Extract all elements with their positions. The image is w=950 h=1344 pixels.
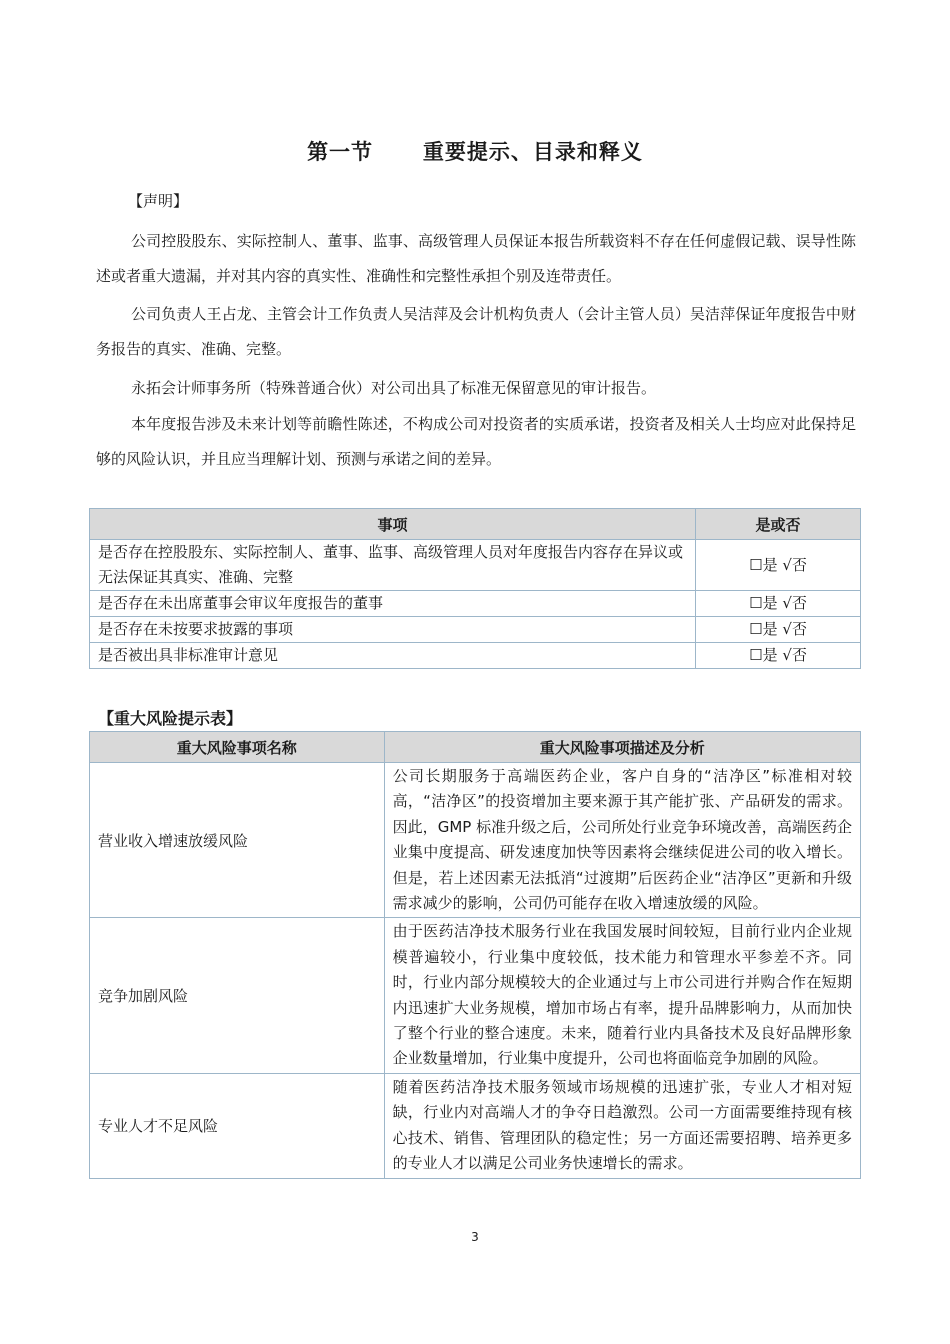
declaration-paragraph-4: 本年度报告涉及未来计划等前瞻性陈述，不构成公司对投资者的实质承诺，投资者及相关人士均应对此保持足够的风险认识，并且应当理解计划、预测与承诺之间的差异。 (96, 415, 856, 468)
risk-table-header (90, 732, 861, 763)
risk-description: 公司长期服务于高端医药企业，客户自身的“洁净区”标准相对较高，“洁净区”的投资增加主要来源于其产能扩张、产品研发的需求。因此，GMP 标准升级之后，公司所处行业竞争环境改善，高端医药企业集中度提高、研发速度加快等因素将会继续促进公司的收入增长。但是，若上述因素无法抵消“过渡期”后医药企业“洁净区”更新和升级需求减少的影响，公司仍可能存在收入增速放缓的风险。 (384, 763, 860, 918)
matter-answer: ☐是 √否 (696, 540, 861, 591)
risk-header-desc: 重大风险事项描述及分析 (384, 732, 860, 763)
matter-item: 是否存在未出席董事会审议年度报告的董事 (90, 591, 696, 617)
matter-answer: ☐是 √否 (696, 591, 861, 617)
matter-answer: ☐是 √否 (696, 617, 861, 643)
matters-table (89, 508, 861, 669)
table-row (90, 918, 861, 1073)
matters-table-header (90, 509, 861, 540)
table-row (90, 643, 861, 669)
matter-item: 是否被出具非标准审计意见 (90, 643, 696, 669)
risk-header-name: 重大风险事项名称 (90, 732, 385, 763)
table-row (90, 540, 861, 591)
table-row (90, 763, 861, 918)
declaration-paragraph-1: 公司控股股东、实际控制人、董事、监事、高级管理人员保证本报告所载资料不存在任何虚假记载、误导性陈述或者重大遗漏，并对其内容的真实性、准确性和完整性承担个别及连带责任。 (96, 232, 856, 285)
table-row (90, 591, 861, 617)
matters-header-answer: 是或否 (696, 509, 861, 540)
matter-answer: ☐是 √否 (696, 643, 861, 669)
risk-description: 由于医药洁净技术服务行业在我国发展时间较短，目前行业内企业规模普遍较小，行业集中度较低，技术能力和管理水平参差不齐。同时，行业内部分规模较大的企业通过与上市公司进行并购合作在短期内迅速扩大业务规模，增加市场占有率，提升品牌影响力，从而加快了整个行业的整合速度。未来，随着行业内具备技术及良好品牌形象企业数量增加，行业集中度提升，公司也将面临竞争加剧的风险。 (384, 918, 860, 1073)
risk-name: 专业人才不足风险 (90, 1073, 385, 1178)
table-row (90, 1073, 861, 1178)
matter-item: 是否存在控股股东、实际控制人、董事、监事、高级管理人员对年度报告内容存在异议或无法保证其真实、准确、完整 (90, 540, 696, 591)
risk-table (89, 731, 861, 1179)
risk-name: 营业收入增速放缓风险 (90, 763, 385, 918)
declaration-paragraph-2: 公司负责人王占龙、主管会计工作负责人吴洁萍及会计机构负责人（会计主管人员）吴洁萍保证年度报告中财务报告的真实、准确、完整。 (96, 305, 856, 358)
matter-item: 是否存在未按要求披露的事项 (90, 617, 696, 643)
page-number: 3 (471, 1230, 479, 1244)
matters-header-item: 事项 (90, 509, 696, 540)
risk-table-title: 【重大风险提示表】 (98, 709, 243, 728)
declaration-paragraph-3: 永拓会计师事务所（特殊普通合伙）对公司出具了标准无保留意见的审计报告。 (131, 379, 657, 397)
table-row (90, 617, 861, 643)
risk-name: 竞争加剧风险 (90, 918, 385, 1073)
section-title: 第一节 重要提示、目录和释义 (307, 140, 643, 164)
risk-description: 随着医药洁净技术服务领域市场规模的迅速扩张，专业人才相对短缺，行业内对高端人才的争夺日趋激烈。公司一方面需要维持现有核心技术、销售、管理团队的稳定性；另一方面还需要招聘、培养更多的专业人才以满足公司业务快速增长的需求。 (384, 1073, 860, 1178)
declaration-tag: 【声明】 (128, 192, 189, 210)
